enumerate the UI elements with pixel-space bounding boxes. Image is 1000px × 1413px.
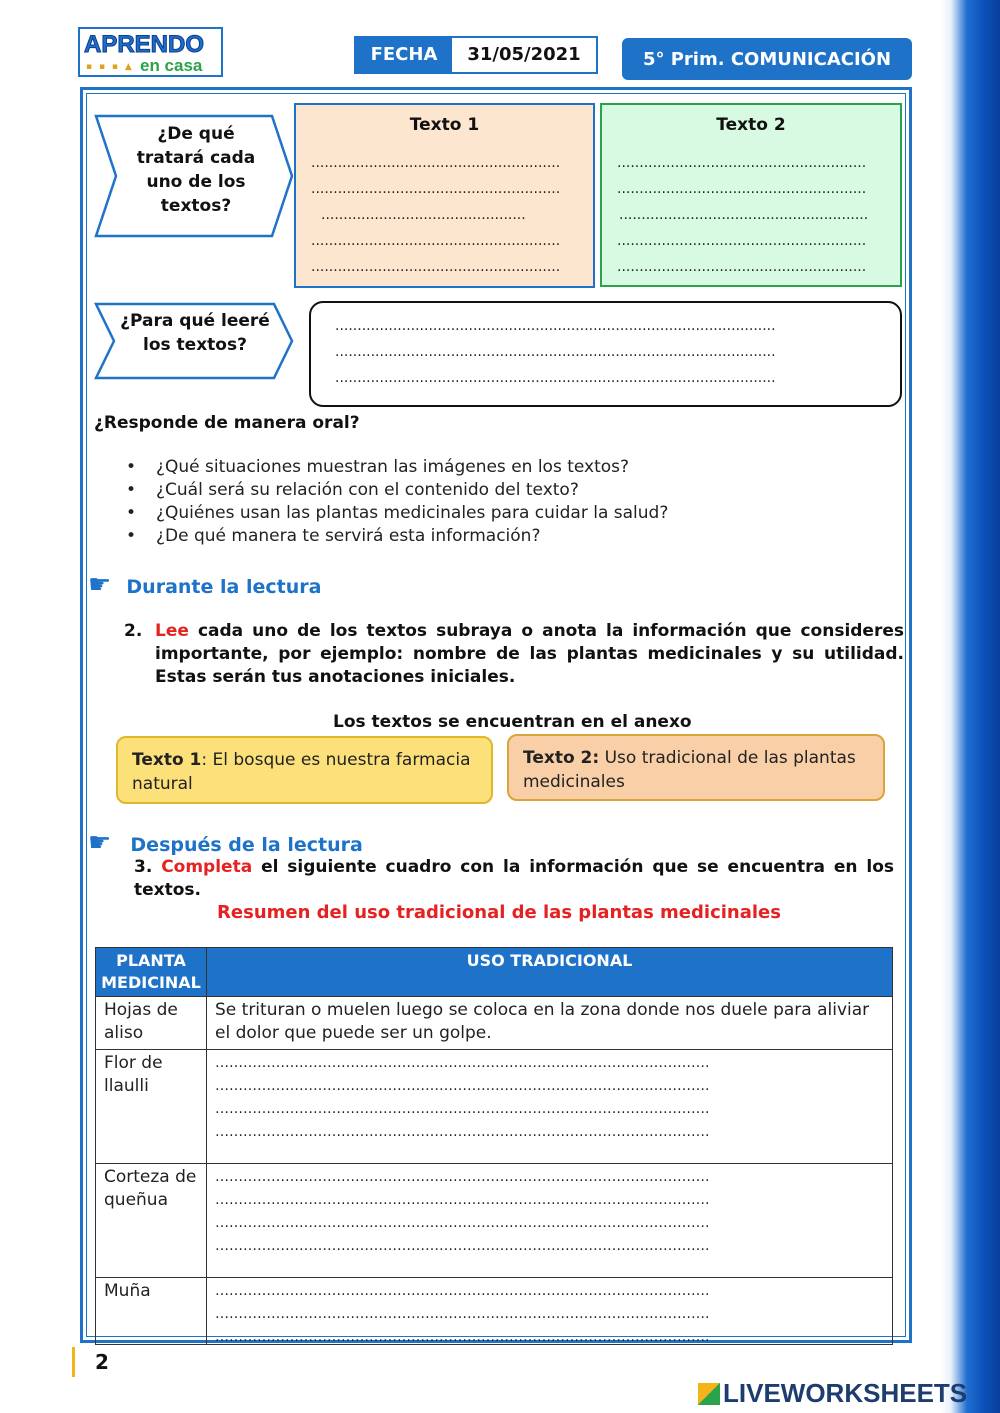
question-purpose-text: ¿Para qué leeré los textos? [120, 311, 270, 355]
texto2-title: Texto 2 [716, 115, 786, 135]
answer-line: ……………………………………………………………………………………………. [215, 1283, 710, 1299]
answer-line: ........................................................ [311, 233, 561, 249]
texto1-title: Texto 1 [409, 115, 480, 135]
use-answer-cell[interactable] [207, 1164, 893, 1278]
answer-line: ……………………………………………………………………………………………. [215, 1169, 710, 1185]
step-2-instruction [124, 620, 904, 689]
answer-line: ……………………………………………………………………………………………. [215, 1078, 710, 1094]
table-row [96, 1278, 893, 1345]
texto2-card-label: Texto 2: [523, 748, 600, 768]
answer-line: ……………………………………………………………………………………………. [215, 1329, 710, 1342]
texto1-answer-box[interactable] [294, 103, 595, 288]
step-text: el siguiente cuadro con la información que se encuentra en los textos. [134, 857, 894, 900]
step-verb: Completa [161, 857, 253, 877]
liveworksheets-logo-icon [698, 1383, 720, 1405]
texto1-card [116, 736, 493, 804]
texto1-card-desc: : El bosque es nuestra farmacia natural [132, 750, 471, 794]
during-heading: Durante la lectura [126, 576, 322, 598]
logo-dots: ▪ ▪ ▪ ▲ [86, 62, 134, 72]
texto2-answer-box[interactable] [600, 103, 902, 287]
use-cell: Se trituran o muelen luego se coloca en la zona donde nos duele para aliviar el dolor que puede ser un golpe. [207, 997, 893, 1050]
answer-line: ........................................................ [311, 259, 561, 275]
list-item: • ¿Qué situaciones muestran las imágenes en los textos? [126, 456, 668, 479]
answer-line: ……………………………………………………………………………………………. [215, 1306, 710, 1322]
answer-line: ……………………………………………………………………………………………. [215, 1238, 710, 1254]
list-item: • ¿Quiénes usan las plantas medicinales para cuidar la salud? [126, 502, 668, 525]
column-header-use: USO TRADICIONAL [207, 948, 893, 997]
question-topic-text: ¿De qué tratará cada uno de los textos? [136, 124, 256, 216]
after-heading: Después de la lectura [130, 834, 363, 856]
use-answer-cell[interactable] [207, 1050, 893, 1164]
list-item: • ¿Cuál será su relación con el contenido del texto? [126, 479, 668, 502]
answer-line: ……………………………………………………………………………………………. [215, 1101, 710, 1117]
answer-line: ........................................................ [617, 259, 867, 275]
grade-subject-badge: 5° Prim. COMUNICACIÓN [622, 38, 912, 80]
texto2-card-desc: Uso tradicional de las plantas medicinales [523, 748, 856, 792]
plant-cell: Flor de llaulli [96, 1050, 207, 1164]
pointing-hand-icon: ☛ [88, 828, 112, 858]
table-row [96, 997, 893, 1050]
answer-line: ........................................................ [617, 181, 867, 197]
table-title: Resumen del uso tradicional de las plantas medicinales [217, 902, 781, 923]
answer-line: .............................................. [321, 207, 526, 223]
pointing-hand-icon: ☛ [88, 570, 112, 600]
answer-line: ........................................................ [617, 233, 867, 249]
logo-title: APRENDO [84, 31, 205, 58]
aprendo-en-casa-logo [78, 27, 223, 77]
answer-line: ................................................................................................... [335, 370, 776, 386]
step-number: 3. [134, 857, 153, 877]
answer-line: ……………………………………………………………………………………………. [215, 1055, 710, 1071]
plant-cell: Corteza de queñua [96, 1164, 207, 1278]
plant-cell: Hojas de aliso [96, 997, 207, 1050]
question-arrow-box-topic [94, 114, 296, 238]
step-number: 2. [124, 621, 143, 641]
oral-question-list [126, 456, 668, 548]
after-section-header [88, 828, 363, 858]
brand-text: LIVEWORKSHEETS [723, 1378, 968, 1408]
answer-line: ........................................................ [311, 155, 561, 171]
oral-heading: ¿Responde de manera oral? [94, 413, 360, 433]
question-arrow-box-purpose [94, 302, 296, 380]
answer-line: ........................................................ [311, 181, 561, 197]
step-text: cada uno de los textos subraya o anota la información que consideres importante, por ejemplo: nombre de las plantas medicinales y su utilidad. Estas serán tus anotaciones iniciales. [155, 621, 904, 687]
logo-subtitle: en casa [140, 56, 203, 75]
date-label: FECHA [356, 38, 452, 72]
answer-line: ........................................................ [617, 155, 867, 171]
use-answer-cell[interactable] [207, 1278, 893, 1345]
table-row [96, 1164, 893, 1278]
plant-cell: Muña [96, 1278, 207, 1345]
date-box [354, 36, 598, 74]
liveworksheets-brand [698, 1378, 967, 1409]
answer-line: ……………………………………………………………………………………………. [215, 1215, 710, 1231]
answer-line: ................................................................................................... [335, 344, 776, 360]
texto2-card [507, 734, 885, 801]
summary-table [95, 947, 893, 1345]
page-number: 2 [72, 1347, 109, 1377]
answer-line: ........................................................ [619, 207, 869, 223]
answer-line: ................................................................................................... [335, 318, 776, 334]
during-section-header [88, 570, 321, 600]
page-edge-decoration [940, 0, 1000, 1413]
purpose-answer-box[interactable] [309, 301, 902, 407]
answer-line: ……………………………………………………………………………………………. [215, 1192, 710, 1208]
step-3-instruction [134, 856, 894, 902]
list-item: • ¿De qué manera te servirá esta información? [126, 525, 668, 548]
table-row [96, 1050, 893, 1164]
date-value: 31/05/2021 [467, 44, 581, 65]
texto1-card-label: Texto 1 [132, 750, 202, 770]
column-header-plant: PLANTA MEDICINAL [96, 948, 207, 997]
step-verb: Lee [155, 621, 189, 641]
annex-note: Los textos se encuentran en el anexo [333, 712, 692, 732]
answer-line: ……………………………………………………………………………………………. [215, 1124, 710, 1140]
